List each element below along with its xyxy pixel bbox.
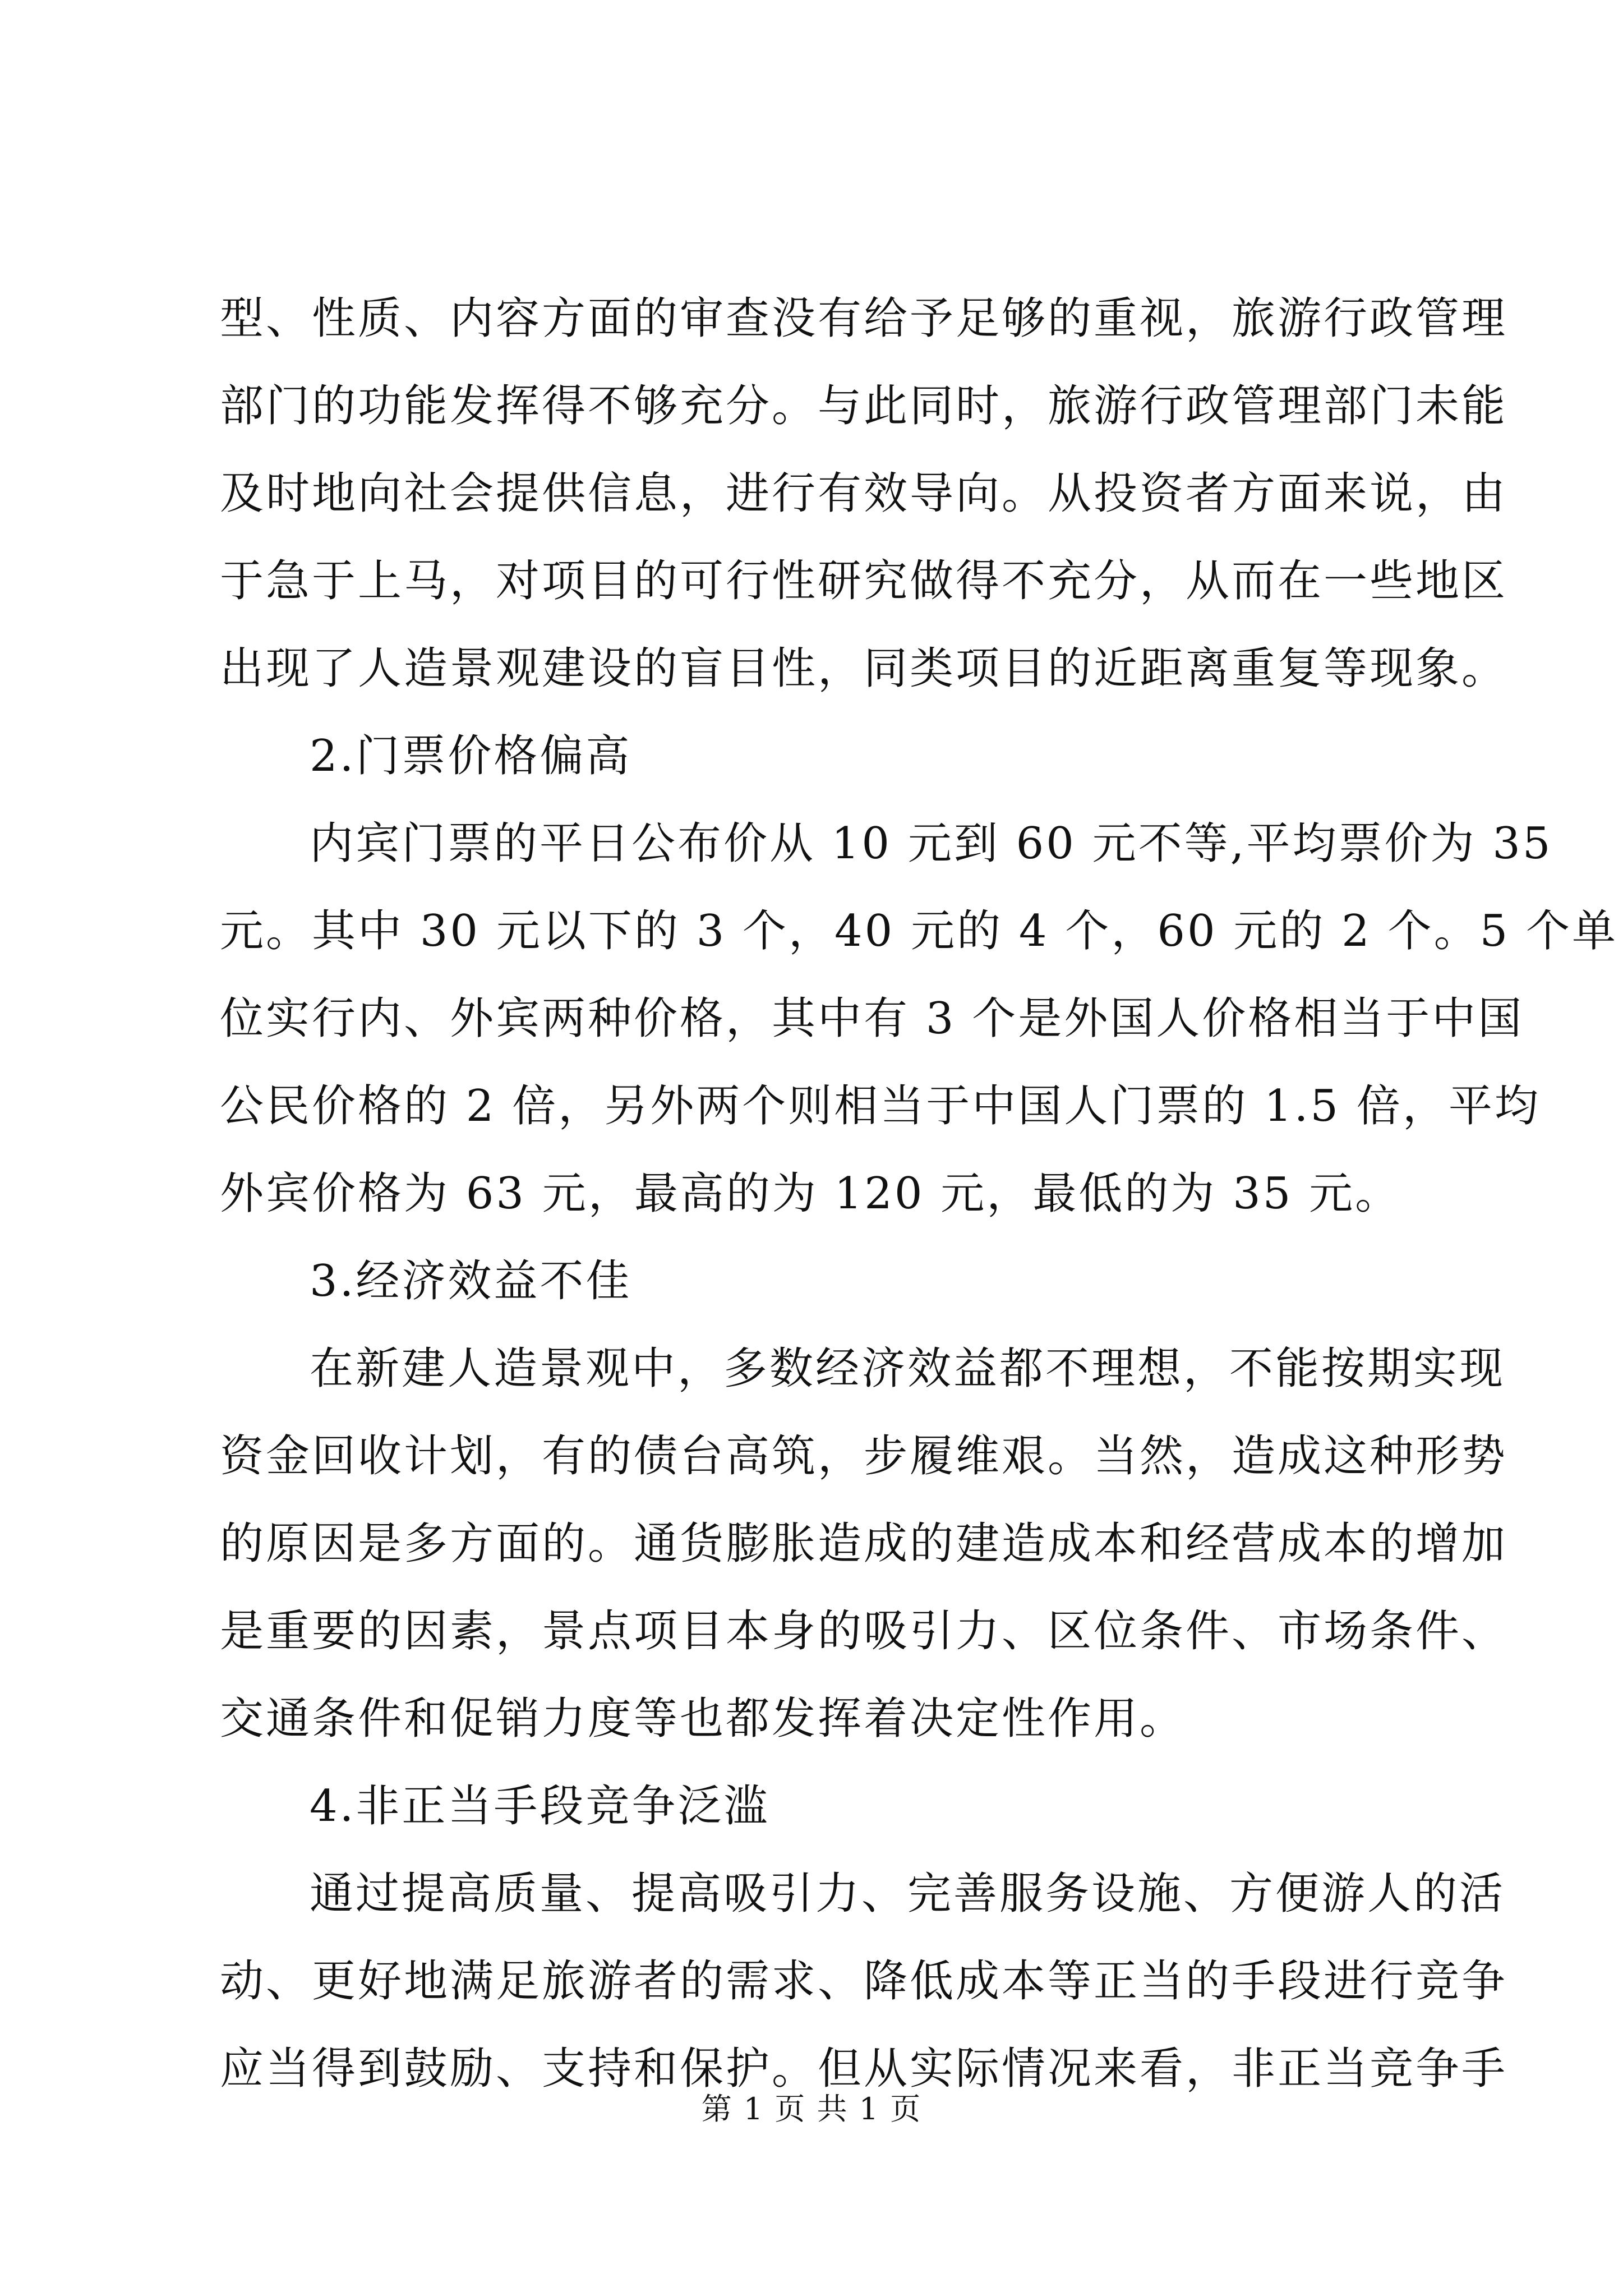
section-heading-3: 3.经济效益不佳: [310, 1256, 632, 1306]
text-line-1: 型、性质、内容方面的审查没有给予足够的重视，旅游行政管理: [220, 293, 1508, 344]
text-line-2: 部门的功能发挥得不够充分。与此同时，旅游行政管理部门未能: [220, 381, 1508, 431]
text-line-5: 出现了人造景观建设的盲目性，同类项目的近距离重复等现象。: [220, 643, 1508, 694]
text-line-8: 元。其中 30 元以下的 3 个，40 元的 4 个，60 元的 2 个。5 个单: [220, 906, 1618, 956]
text-line-7: 内宾门票的平日公布价从 10 元到 60 元不等,平均票价为 35: [310, 818, 1553, 869]
text-line-3: 及时地向社会提供信息，进行有效导向。从投资者方面来说，由: [220, 468, 1508, 519]
text-line-15: 的原因是多方面的。通货膨胀造成的建造成本和经营成本的增加: [220, 1519, 1508, 1569]
text-line-19: 通过提高质量、提高吸引力、完善服务设施、方便游人的活: [310, 1869, 1506, 1919]
section-heading-4: 4.非正当手段竞争泛滥: [310, 1781, 770, 1832]
text-line-4: 于急于上马，对项目的可行性研究做得不充分，从而在一些地区: [220, 556, 1508, 606]
text-line-17: 交通条件和促销力度等也都发挥着决定性作用。: [220, 1694, 1186, 1744]
page-footer: 第 1 页 共 1 页: [701, 2091, 922, 2127]
text-line-9: 位实行内、外宾两种价格，其中有 3 个是外国人价格相当于中国: [220, 993, 1524, 1044]
text-line-21: 应当得到鼓励、支持和保护。但从实际情况来看，非正当竞争手: [220, 2044, 1508, 2094]
text-line-16: 是重要的因素，景点项目本身的吸引力、区位条件、市场条件、: [220, 1606, 1508, 1657]
text-line-20: 动、更好地满足旅游者的需求、降低成本等正当的手段进行竞争: [220, 1956, 1508, 2007]
document-body: [220, 275, 1618, 2113]
text-line-14: 资金回收计划，有的债台高筑，步履维艰。当然，造成这种形势: [220, 1431, 1508, 1481]
text-line-10: 公民价格的 2 倍，另外两个则相当于中国人门票的 1.5 倍，平均: [220, 1081, 1541, 1131]
text-line-11: 外宾价格为 63 元，最高的为 120 元，最低的为 35 元。: [220, 1168, 1401, 1219]
text-line-13: 在新建人造景观中，多数经济效益都不理想，不能按期实现: [310, 1343, 1506, 1394]
section-heading-2: 2.门票价格偏高: [310, 731, 632, 781]
